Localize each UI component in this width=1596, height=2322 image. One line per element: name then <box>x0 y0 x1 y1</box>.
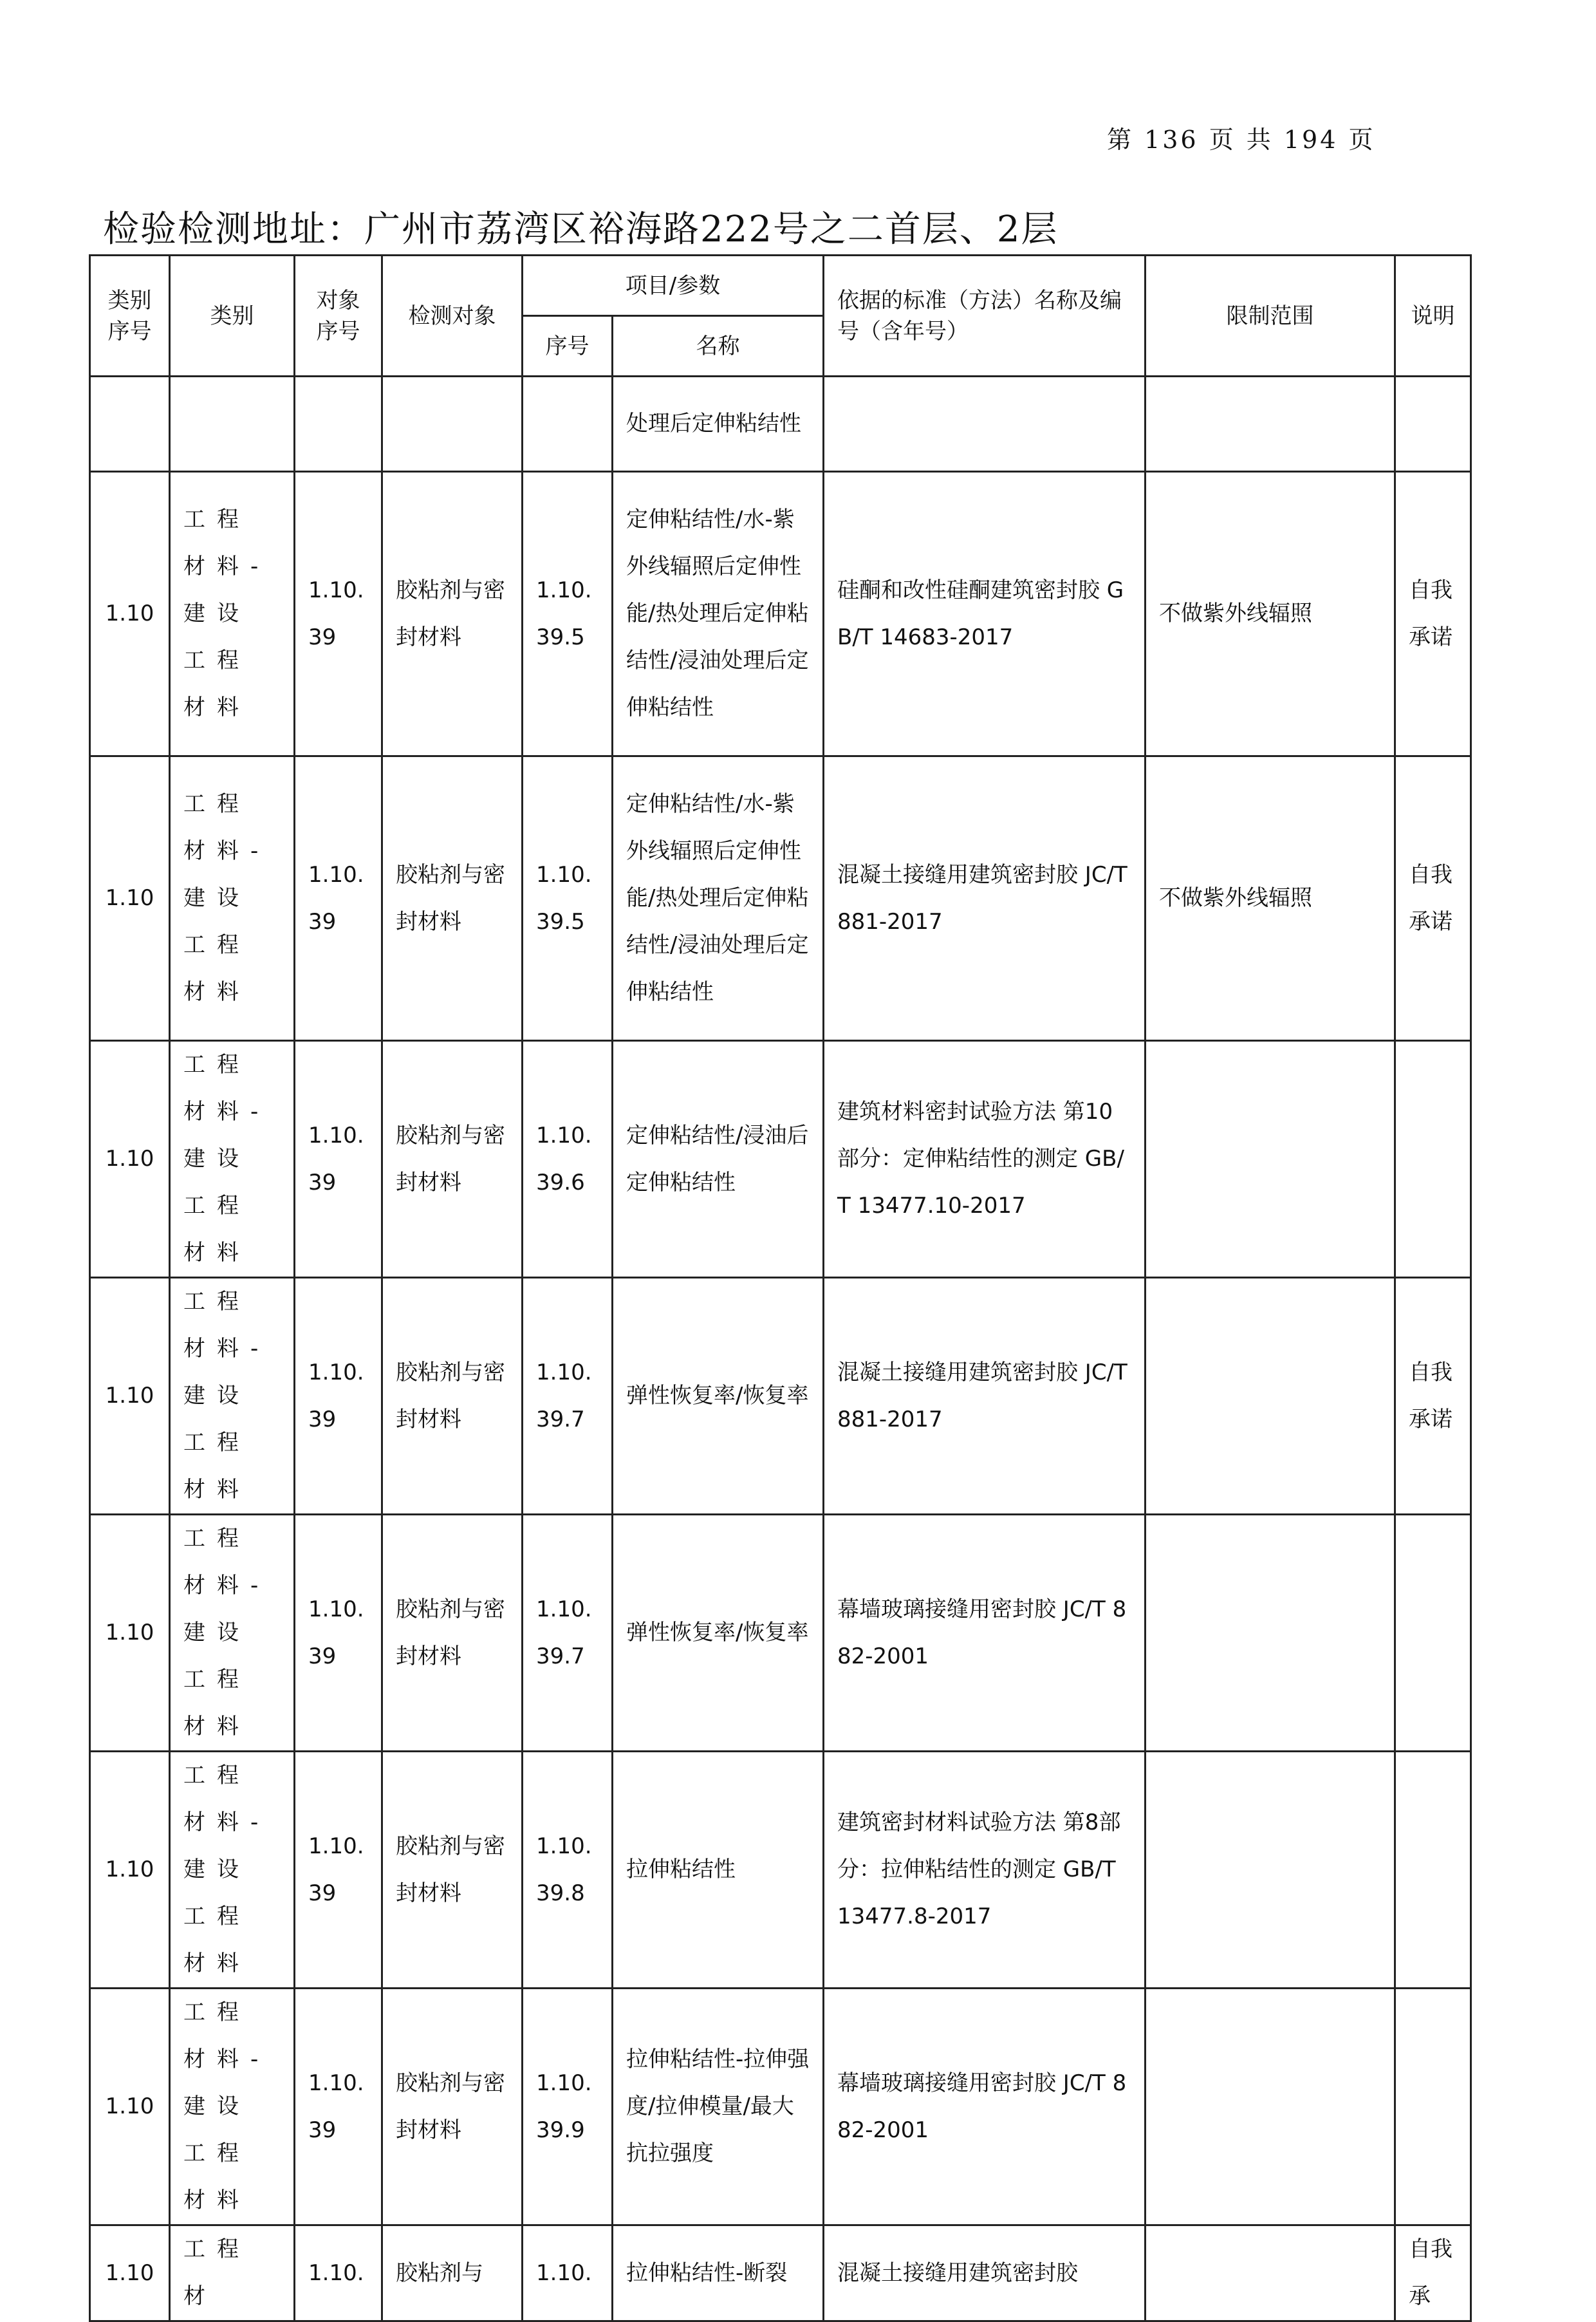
cell-category: 工程材料-建设工程材料 <box>170 756 295 1041</box>
cell-category-no: 1.10 <box>90 2225 170 2321</box>
cell-item-name: 定伸粘结性/水-紫外线辐照后定伸性能/热处理后定伸粘结性/浸油处理后定伸粘结性 <box>613 472 824 756</box>
cell-object-no: 1.10. <box>295 2225 382 2321</box>
cell-note: 自我承诺 <box>1395 472 1471 756</box>
cell-object-no: 1.10.39 <box>295 1752 382 1989</box>
cell-category: 工程材料-建设工程材料 <box>170 1752 295 1989</box>
cell-category <box>170 377 295 472</box>
table-row <box>90 1041 1471 1278</box>
cell-item-name: 弹性恢复率/恢复率 <box>613 1515 824 1752</box>
cell-category-no: 1.10 <box>90 1278 170 1515</box>
cell-standard: 幕墙玻璃接缝用密封胶 JC/T 882-2001 <box>824 1989 1146 2225</box>
cell-item-no: 1.10.39.5 <box>523 472 613 756</box>
table-row <box>90 2225 1471 2321</box>
cell-note <box>1395 1515 1471 1752</box>
cell-category-no: 1.10 <box>90 1989 170 2225</box>
cell-item-name: 定伸粘结性/浸油后定伸粘结性 <box>613 1041 824 1278</box>
table-row <box>90 756 1471 1041</box>
cell-item-no: 1.10.39.9 <box>523 1989 613 2225</box>
header-item-group: 项目/参数 <box>523 256 824 316</box>
cell-standard <box>824 377 1146 472</box>
cell-object-no: 1.10.39 <box>295 1989 382 2225</box>
cell-category: 工程材料-建设工程材料 <box>170 472 295 756</box>
cell-item-name: 拉伸粘结性-拉伸强度/拉伸模量/最大抗拉强度 <box>613 1989 824 2225</box>
header-note: 说明 <box>1395 256 1471 377</box>
cell-category-no: 1.10 <box>90 756 170 1041</box>
cell-object: 胶粘剂与密封材料 <box>382 1989 523 2225</box>
header-limit: 限制范围 <box>1146 256 1395 377</box>
cell-item-no <box>523 377 613 472</box>
cell-category-no: 1.10 <box>90 472 170 756</box>
page-number: 第 136 页 共 194 页 <box>1107 126 1376 154</box>
cell-item-name: 定伸粘结性/水-紫外线辐照后定伸性能/热处理后定伸粘结性/浸油处理后定伸粘结性 <box>613 756 824 1041</box>
cell-item-no: 1.10. <box>523 2225 613 2321</box>
cell-category: 工程材 <box>170 2225 295 2321</box>
cell-note: 自我承 <box>1395 2225 1471 2321</box>
cell-item-name: 弹性恢复率/恢复率 <box>613 1278 824 1515</box>
cell-item-no: 1.10.39.5 <box>523 756 613 1041</box>
cell-object-no: 1.10.39 <box>295 472 382 756</box>
header-item-name: 名称 <box>613 316 824 377</box>
scope-table <box>89 254 1472 2322</box>
cell-object: 胶粘剂与密封材料 <box>382 1515 523 1752</box>
cell-object-no: 1.10.39 <box>295 756 382 1041</box>
cell-object: 胶粘剂与密封材料 <box>382 472 523 756</box>
table-row <box>90 377 1471 472</box>
cell-category-no: 1.10 <box>90 1041 170 1278</box>
header-item-no: 序号 <box>523 316 613 377</box>
cell-limit <box>1146 1041 1395 1278</box>
cell-item-no: 1.10.39.7 <box>523 1515 613 1752</box>
cell-item-no: 1.10.39.7 <box>523 1278 613 1515</box>
cell-category: 工程材料-建设工程材料 <box>170 1989 295 2225</box>
cell-limit <box>1146 1989 1395 2225</box>
cell-object: 胶粘剂与密封材料 <box>382 1041 523 1278</box>
table-row <box>90 472 1471 756</box>
table-row <box>90 1752 1471 1989</box>
cell-limit <box>1146 2225 1395 2321</box>
cell-category-no: 1.10 <box>90 1515 170 1752</box>
header-object: 检测对象 <box>382 256 523 377</box>
cell-item-name: 处理后定伸粘结性 <box>613 377 824 472</box>
header-standard: 依据的标准（方法）名称及编号（含年号） <box>824 256 1146 377</box>
cell-note <box>1395 377 1471 472</box>
cell-limit <box>1146 1752 1395 1989</box>
cell-limit <box>1146 1278 1395 1515</box>
cell-limit <box>1146 377 1395 472</box>
header-category: 类别 <box>170 256 295 377</box>
table-row <box>90 1989 1471 2225</box>
cell-note <box>1395 1752 1471 1989</box>
cell-standard: 建筑密封材料试验方法 第8部分：拉伸粘结性的测定 GB/T 13477.8-2017 <box>824 1752 1146 1989</box>
cell-standard: 混凝土接缝用建筑密封胶 JC/T 881-2017 <box>824 1278 1146 1515</box>
cell-object-no <box>295 377 382 472</box>
cell-category: 工程材料-建设工程材料 <box>170 1041 295 1278</box>
cell-note: 自我承诺 <box>1395 1278 1471 1515</box>
table-row <box>90 1278 1471 1515</box>
cell-item-name: 拉伸粘结性 <box>613 1752 824 1989</box>
cell-object: 胶粘剂与 <box>382 2225 523 2321</box>
cell-category-no <box>90 377 170 472</box>
cell-object: 胶粘剂与密封材料 <box>382 756 523 1041</box>
cell-note: 自我承诺 <box>1395 756 1471 1041</box>
table-row <box>90 1515 1471 1752</box>
cell-object-no: 1.10.39 <box>295 1041 382 1278</box>
testing-address: 检验检测地址：广州市荔湾区裕海路222号之二首层、2层 <box>103 209 1059 250</box>
cell-category: 工程材料-建设工程材料 <box>170 1278 295 1515</box>
cell-item-no: 1.10.39.6 <box>523 1041 613 1278</box>
cell-limit: 不做紫外线辐照 <box>1146 472 1395 756</box>
cell-standard: 幕墙玻璃接缝用密封胶 JC/T 882-2001 <box>824 1515 1146 1752</box>
cell-object-no: 1.10.39 <box>295 1278 382 1515</box>
cell-object <box>382 377 523 472</box>
cell-item-name: 拉伸粘结性-断裂 <box>613 2225 824 2321</box>
cell-item-no: 1.10.39.8 <box>523 1752 613 1989</box>
cell-object: 胶粘剂与密封材料 <box>382 1278 523 1515</box>
cell-category-no: 1.10 <box>90 1752 170 1989</box>
cell-note <box>1395 1041 1471 1278</box>
cell-category: 工程材料-建设工程材料 <box>170 1515 295 1752</box>
header-object-no: 对象序号 <box>295 256 382 377</box>
cell-limit: 不做紫外线辐照 <box>1146 756 1395 1041</box>
cell-object-no: 1.10.39 <box>295 1515 382 1752</box>
header-category-no: 类别序号 <box>90 256 170 377</box>
cell-note <box>1395 1989 1471 2225</box>
cell-standard: 硅酮和改性硅酮建筑密封胶 GB/T 14683-2017 <box>824 472 1146 756</box>
cell-standard: 建筑材料密封试验方法 第10部分：定伸粘结性的测定 GB/T 13477.10-2017 <box>824 1041 1146 1278</box>
cell-standard: 混凝土接缝用建筑密封胶 JC/T 881-2017 <box>824 756 1146 1041</box>
cell-standard: 混凝土接缝用建筑密封胶 <box>824 2225 1146 2321</box>
cell-object: 胶粘剂与密封材料 <box>382 1752 523 1989</box>
cell-limit <box>1146 1515 1395 1752</box>
